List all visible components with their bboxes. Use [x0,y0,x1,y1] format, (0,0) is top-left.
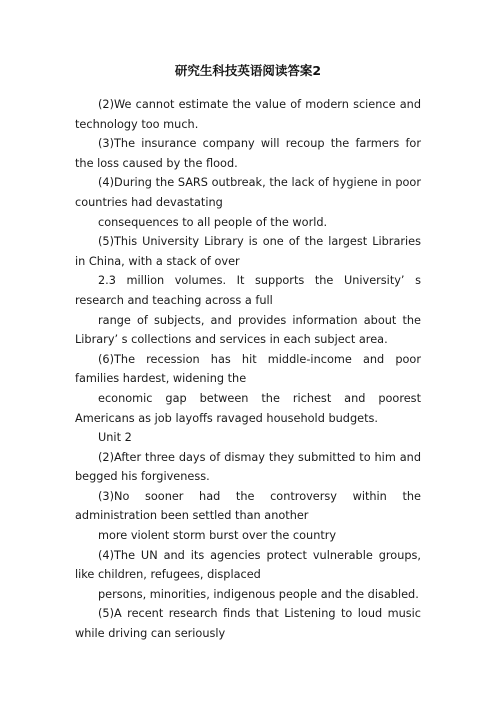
paragraph: (3)The insurance company will recoup the farmers for the loss caused by the flood. [75,137,421,170]
paragraph-continuation: range of subjects, and provides information about the Library’ s collections and services in each subject area. [75,313,421,347]
paragraph-continuation: more violent storm burst over the country [98,529,337,543]
paragraph-continuation: persons, minorities, indigenous people and the disabled. [98,587,419,601]
document-body [75,95,421,644]
paragraph: (3)No sooner had the controversy within the administration been settled than another [75,489,421,523]
paragraph: (2)We cannot estimate the value of modern science and technology too much. [75,98,421,131]
paragraph: (5)A recent research finds that Listening to loud music while driving can seriously [75,607,421,641]
paragraph-continuation: economic gap between the richest and poorest Americans as job layoffs ravaged household budgets. [75,391,421,425]
document-title: 研究生科技英语阅读答案2 [174,63,322,78]
paragraph: (6)The recession has hit middle-income and poor families hardest, widening the [75,352,421,386]
paragraph: (2)After three days of dismay they submitted to him and begged his forgiveness. [75,450,421,484]
section-heading-unit-2: Unit 2 [98,431,132,445]
paragraph-continuation: 2.3 million volumes. It supports the University’ s research and teaching across a full [75,274,421,307]
paragraph: (4)During the SARS outbreak, the lack of hygiene in poor countries had devastating [75,176,421,209]
paragraph-continuation: consequences to all people of the world. [98,215,328,229]
paragraph: (4)The UN and its agencies protect vulnerable groups, like children, refugees, displaced [75,548,421,582]
paragraph: (5)This University Library is one of the largest Libraries in China, with a stack of over [75,235,421,268]
